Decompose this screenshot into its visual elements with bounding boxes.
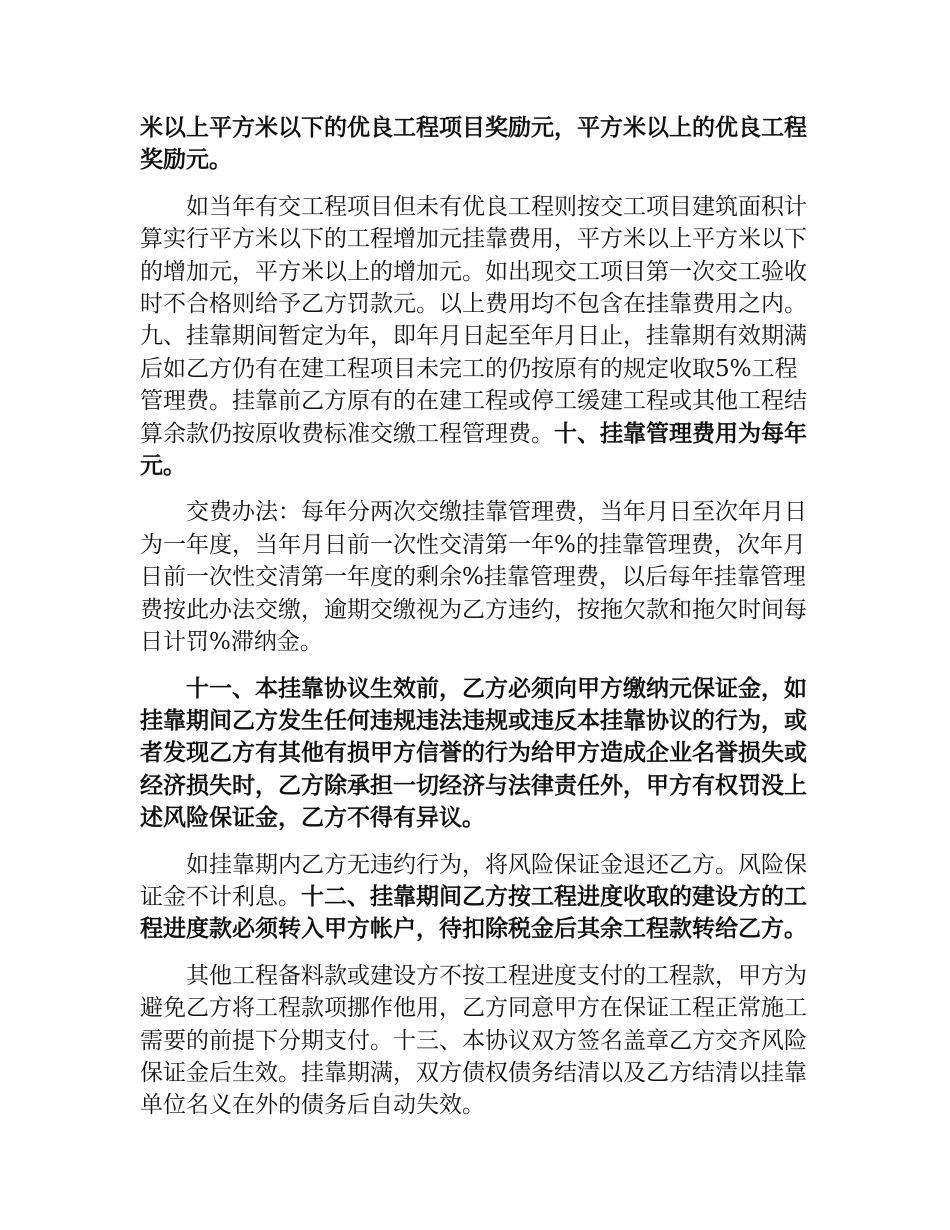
text-segment: 十、挂靠管理费用为每年元。 [140,419,807,480]
text-segment: 十一、本挂靠协议生效前，乙方必须向甲方缴纳元保证金，如挂靠期间乙方发生任何违规违法违规或违反本挂靠协议的行为，或者发现乙方有其他有损甲方信誉的行为给甲方造成企业名誉损失或经济损失时，乙方除承担一切经济与法律责任外，甲方有权罚没上述风险保证金，乙方不得有异议。 [140,674,807,832]
paragraph-payment-method [140,496,820,658]
paragraph-deposit-refund [140,849,820,946]
text-segment: 如当年有交工程项目但未有优良工程则按交工项目建筑面积计算实行平方米以下的工程增加元挂靠费用，平方米以上平方米以下的增加元，平方米以上的增加元。如出现交工项目第一次交工验收时不合格则给予乙方罚款元。以上费用均不包含在挂靠费用之内。九、挂靠期间暂定为年，即年月日起至年月日止，挂靠期有效期满后如乙方仍有在建工程项目未完工的仍按原有的规定收取5%工程管理费。挂靠前乙方原有的在建工程或停工缓建工程或其他工程结算余款仍按原收费标准交缴工程管理费。 [140,193,807,447]
text-segment: 十二、挂靠期间乙方按工程进度收取的建设方的工程进度款必须转入甲方帐户，待扣除税金后其余工程款转给乙方。 [140,882,807,943]
paragraph-deposit-clause [140,673,820,835]
paragraph-payment-installments [140,960,820,1122]
text-segment: 如挂靠期内乙方无违约行为，将风险保证金退还乙方。风险保证金不计利息。 [140,851,807,910]
text-segment: 米以上平方米以下的优良工程项目奖励元，平方米以上的优良工程奖励元。 [140,114,807,174]
document-page [140,112,820,1122]
text-segment: 交费办法：每年分两次交缴挂靠管理费，当年月日至次年月日为一年度，当年月日前一次性交清第一年%的挂靠管理费，次年月日前一次性交清第一年度的剩余%挂靠管理费，以后每年挂靠管理费按此办法交缴，逾期交缴视为乙方违约，按拖欠款和拖欠时间每日计罚%滞纳金。 [140,499,807,656]
paragraph-surcharge-and-term [140,191,820,483]
text-segment: 其他工程备料款或建设方不按工程进度支付的工程款，甲方为避免乙方将工程款项挪作他用，乙方同意甲方在保证工程正常施工需要的前提下分期支付。十三、本协议双方签名盖章乙方交齐风险保证金后生效。挂靠期满，双方债权债务结清以及乙方结清以挂靠单位名义在外的债务后自动失效。 [140,962,807,1119]
paragraph-award-clause [140,112,820,177]
